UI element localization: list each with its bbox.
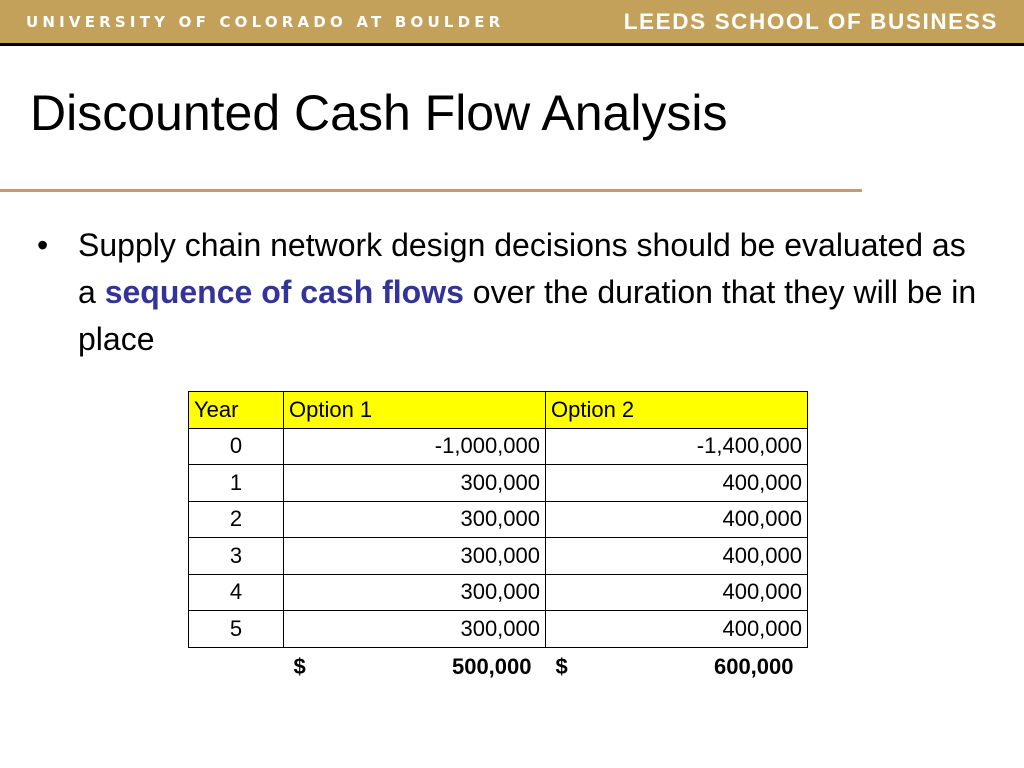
option-2-cell: 400,000	[546, 611, 808, 648]
bullet-marker: •	[37, 227, 49, 263]
option-2-cell: -1,400,000	[546, 428, 808, 465]
option-2-cell: 400,000	[546, 574, 808, 611]
slide-title: Discounted Cash Flow Analysis	[30, 85, 728, 141]
option-2-total	[546, 647, 808, 683]
bullet-text	[78, 222, 977, 363]
option-1-total-currency: $	[293, 653, 306, 679]
option-2-total-value: 600,000	[713, 653, 794, 679]
bullet-emphasis: sequence of cash flows	[104, 274, 464, 310]
bullet-text-after: over the duration that they will be in place	[78, 274, 977, 357]
column-header-option-2: Option 2	[546, 392, 808, 429]
option-1-cell: 300,000	[284, 538, 546, 575]
year-cell: 0	[189, 428, 284, 465]
year-cell: 5	[189, 611, 284, 648]
table-row	[189, 538, 808, 575]
option-2-total-currency: $	[555, 653, 568, 679]
option-1-cell: -1,000,000	[284, 428, 546, 465]
table-row	[189, 574, 808, 611]
table-header-row	[189, 392, 808, 429]
bullet-text-before: Supply chain network design decisions should be evaluated as a	[78, 227, 966, 310]
table-row	[189, 501, 808, 538]
totals-row	[189, 647, 808, 683]
university-name: UNIVERSITY OF COLORADO AT BOULDER	[26, 13, 505, 31]
option-1-cell: 300,000	[284, 465, 546, 502]
column-header-year: Year	[189, 392, 284, 429]
option-1-cell: 300,000	[284, 501, 546, 538]
option-1-total-value: 500,000	[451, 653, 532, 679]
cash-flow-table	[188, 391, 808, 683]
option-2-cell: 400,000	[546, 465, 808, 502]
totals-label-cell	[189, 647, 284, 683]
column-header-option-1: Option 1	[284, 392, 546, 429]
option-1-cell: 300,000	[284, 611, 546, 648]
option-1-cell: 300,000	[284, 574, 546, 611]
year-cell: 2	[189, 501, 284, 538]
table-row	[189, 611, 808, 648]
header-bar	[0, 0, 1024, 46]
school-name: LEEDS SCHOOL OF BUSINESS	[623, 9, 998, 34]
year-cell: 1	[189, 465, 284, 502]
bullet-point	[37, 222, 977, 363]
title-divider	[0, 189, 862, 192]
year-cell: 4	[189, 574, 284, 611]
table-row	[189, 465, 808, 502]
year-cell: 3	[189, 538, 284, 575]
option-1-total	[284, 647, 546, 683]
option-2-cell: 400,000	[546, 501, 808, 538]
table-row	[189, 428, 808, 465]
option-2-cell: 400,000	[546, 538, 808, 575]
